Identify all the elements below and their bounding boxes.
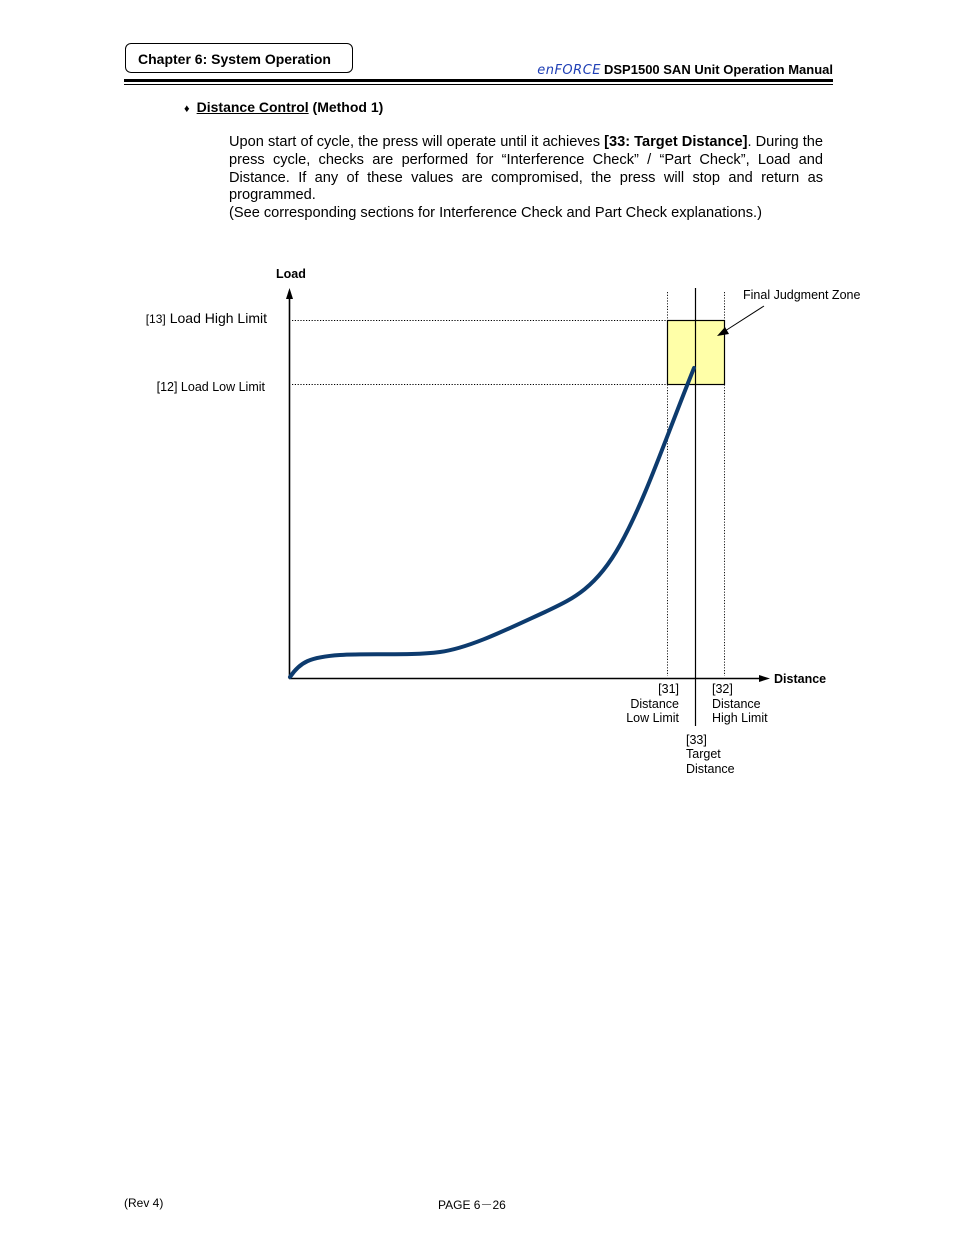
dist-low-label-1: [31] — [658, 682, 679, 696]
x-axis-arrow-icon — [759, 675, 770, 682]
diamond-bullet-icon: ♦ — [184, 103, 190, 115]
load-distance-curve — [290, 368, 694, 677]
dist-low-label-3: Low Limit — [626, 711, 679, 725]
x-axis-label: Distance — [774, 672, 827, 686]
manual-title: DSP1500 SAN Unit Operation Manual — [604, 62, 833, 77]
load-high-limit-label — [146, 310, 267, 326]
paragraph-note: (See corresponding sections for Interference Check and Part Check explanations.) — [229, 205, 762, 222]
paragraph-target-distance: [33: Target Distance] — [604, 134, 748, 150]
footer-revision: (Rev 4) — [124, 1196, 164, 1210]
dist-high-label-3: High Limit — [712, 711, 768, 725]
load-low-limit-label: [12] Load Low Limit — [156, 380, 265, 394]
zone-pointer-line — [725, 306, 764, 331]
dist-high-label-2: Distance — [712, 697, 761, 711]
load-high-limit-text: Load High Limit — [169, 310, 267, 326]
paragraph-text-start: Upon start of cycle, the press will operate until it achieves — [229, 134, 605, 150]
target-label-2: Target — [686, 747, 721, 761]
target-label-3: Distance — [686, 762, 735, 776]
target-label-1: [33] — [686, 733, 707, 747]
chapter-label: Chapter 6: System Operation — [125, 43, 353, 73]
dist-low-label-2: Distance — [630, 697, 679, 711]
dist-high-label-1: [32] — [712, 682, 733, 696]
y-axis-label: Load — [276, 267, 306, 281]
footer-page-number: PAGE 6－26 — [438, 1198, 506, 1212]
zone-label: Final Judgment Zone — [743, 288, 861, 302]
paragraph-text-end: . During the press cycle, checks are performed for “Interference Check” / “Part Check”, Load and Distance. If any of these values are compromised, the press will stop and return as programmed. — [229, 134, 823, 204]
load-high-limit-number: [13] — [145, 312, 166, 326]
section-title: Distance Control — [196, 99, 309, 115]
section-subtitle: (Method 1) — [312, 99, 384, 115]
y-axis-arrow-icon — [286, 288, 293, 299]
brand-logo: enFORCE — [537, 63, 601, 78]
